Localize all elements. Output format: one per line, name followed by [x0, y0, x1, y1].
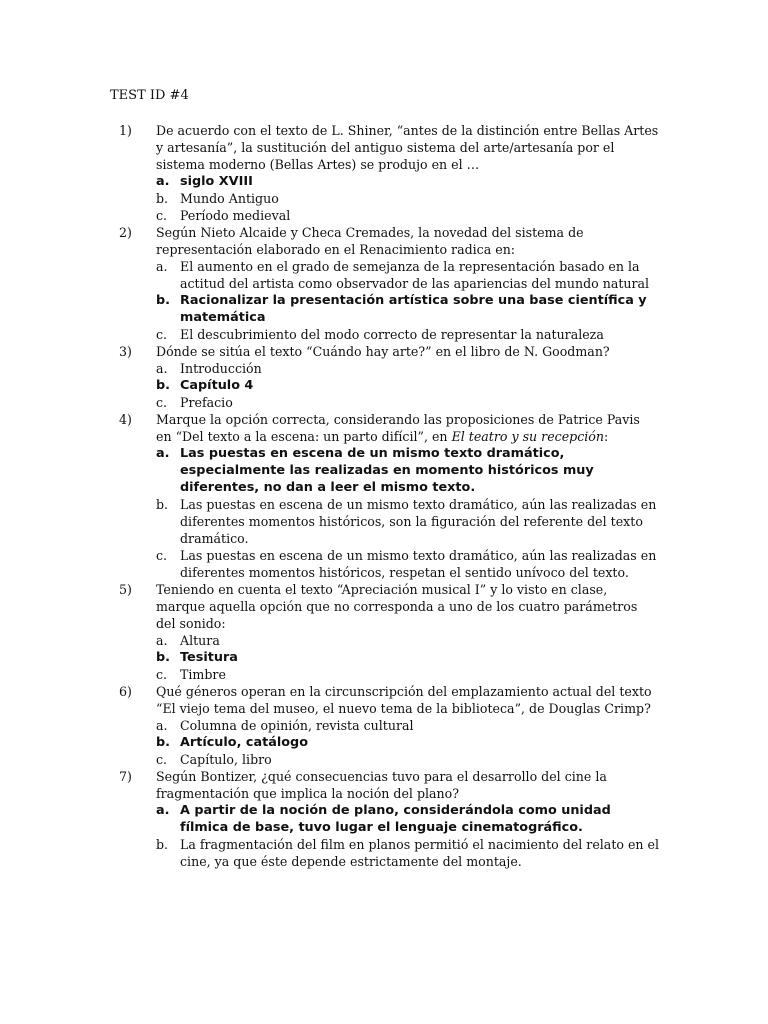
option: [156, 258, 659, 292]
option-letter: a.: [156, 174, 170, 189]
option-text: Introducción: [180, 361, 262, 376]
question-number: 5): [119, 582, 132, 597]
question-3: [119, 343, 659, 411]
question-text: Según Nieto Alcaide y Checa Cremades, la novedad del sistema de representación elaborado en el Renacimiento radica en:: [156, 225, 584, 257]
question-number: 1): [119, 123, 132, 138]
option-text: Tesitura: [180, 650, 238, 665]
option-letter: b.: [156, 497, 169, 512]
question-text: Según Bontizer, ¿qué consecuencias tuvo para el desarrollo del cine la fragmentación que implica la noción del plano?: [156, 769, 607, 801]
option-text: El descubrimiento del modo correcto de representar la naturaleza: [180, 327, 604, 342]
question-text: Qué géneros operan en la circunscripción del emplazamiento actual del texto “El viejo tema del museo, el nuevo tema de la biblioteca”, de Douglas Crimp?: [156, 684, 652, 716]
option-letter: a.: [156, 259, 168, 274]
option-correct: [156, 445, 659, 496]
option-text: Mundo Antiguo: [180, 191, 279, 206]
option-list: [156, 717, 659, 768]
option-list: [156, 360, 659, 411]
test-id-heading: TEST ID #4: [110, 88, 189, 103]
question-text: De acuerdo con el texto de L. Shiner, “antes de la distinción entre Bellas Artes y artesanía”, la sustitución del antiguo sistema del arte/artesanía por el sistema moderno (Bellas Artes) se produjo en el …: [156, 123, 659, 172]
option-letter: b.: [156, 378, 171, 393]
option-correct: [156, 802, 659, 836]
option-text: Las puestas en escena de un mismo texto dramático, aún las realizadas en diferentes momentos históricos, respetan el sentido unívoco del texto.: [180, 548, 657, 580]
option-correct: [156, 734, 659, 751]
option-correct: [156, 173, 659, 190]
question-text-end: :: [604, 429, 609, 444]
question-2: [119, 224, 659, 343]
option-letter: b.: [156, 837, 169, 852]
option: [156, 207, 659, 224]
option-text: Artículo, catálogo: [180, 735, 309, 750]
option: [156, 360, 659, 377]
option: [156, 547, 659, 581]
option-text: El aumento en el grado de semejanza de la representación basado en la actitud del artista como observador de las apariencias del mundo natural: [180, 259, 650, 291]
option: [156, 326, 659, 343]
option-letter: b.: [156, 735, 171, 750]
option-text: Timbre: [180, 667, 226, 682]
question-1: [119, 122, 659, 224]
option: [156, 751, 659, 768]
option-text: Capítulo 4: [180, 378, 254, 393]
option-text: Las puestas en escena de un mismo texto dramático, especialmente las realizadas en momento históricos muy diferentes, no dan a leer el mismo texto.: [180, 446, 594, 495]
option-letter: a.: [156, 803, 170, 818]
question-list: [119, 122, 659, 870]
question-text: Teniendo en cuenta el texto “Apreciación musical I” y lo visto en clase, marque aquella opción que no corresponda a uno de los cuatro parámetros del sonido:: [156, 582, 638, 631]
option-list: [156, 802, 659, 870]
option: [156, 836, 659, 870]
option-letter: b.: [156, 650, 171, 665]
option-letter: c.: [156, 752, 168, 767]
option-letter: b.: [156, 191, 169, 206]
option-list: [156, 258, 659, 343]
option-letter: a.: [156, 718, 168, 733]
question-text: [156, 411, 659, 445]
option-text: siglo XVIII: [180, 174, 253, 189]
book-title: El teatro y su recepción: [451, 429, 604, 444]
option-correct: [156, 649, 659, 666]
option-list: [156, 445, 659, 581]
option-letter: c.: [156, 395, 168, 410]
option: [156, 394, 659, 411]
option: [156, 496, 659, 547]
option: [156, 717, 659, 734]
option-text: Prefacio: [180, 395, 233, 410]
question-4: [119, 411, 659, 581]
option-text: Racionalizar la presentación artística sobre una base científica y matemática: [180, 293, 647, 325]
option-text: Las puestas en escena de un mismo texto dramático, aún las realizadas en diferentes momentos históricos, son la figuración del referente del texto dramático.: [180, 497, 657, 546]
option-text: La fragmentación del film en planos permitió el nacimiento del relato en el cine, ya que éste depende estrictamente del montaje.: [180, 837, 660, 869]
question-number: 7): [119, 769, 132, 784]
option-text: A partir de la noción de plano, considerándola como unidad fílmica de base, tuvo lugar el lenguaje cinematográfico.: [180, 803, 611, 835]
option: [156, 190, 659, 207]
option-text: Altura: [180, 633, 220, 648]
option-letter: c.: [156, 327, 168, 342]
option-text: Período medieval: [180, 208, 291, 223]
option-list: [156, 173, 659, 224]
option-text: Capítulo, libro: [180, 752, 272, 767]
option-correct: [156, 377, 659, 394]
option-letter: b.: [156, 293, 171, 308]
option-letter: a.: [156, 361, 168, 376]
question-number: 4): [119, 412, 132, 427]
option-text: Columna de opinión, revista cultural: [180, 718, 414, 733]
question-7: [119, 768, 659, 870]
option-list: [156, 632, 659, 683]
question-number: 6): [119, 684, 132, 699]
question-number: 3): [119, 344, 132, 359]
option-letter: c.: [156, 548, 168, 563]
option-letter: a.: [156, 446, 170, 461]
option: [156, 632, 659, 649]
option-letter: a.: [156, 633, 168, 648]
question-text: Dónde se sitúa el texto “Cuándo hay arte?” en el libro de N. Goodman?: [156, 344, 610, 359]
question-6: [119, 683, 659, 768]
option-letter: c.: [156, 208, 168, 223]
question-number: 2): [119, 225, 132, 240]
option-correct: [156, 292, 659, 326]
option: [156, 666, 659, 683]
option-letter: c.: [156, 667, 168, 682]
question-5: [119, 581, 659, 683]
question-text-start: Marque la opción correcta, considerando las proposiciones de Patrice Pavis en “Del texto a la escena: un parto difícil”, en: [156, 412, 640, 444]
